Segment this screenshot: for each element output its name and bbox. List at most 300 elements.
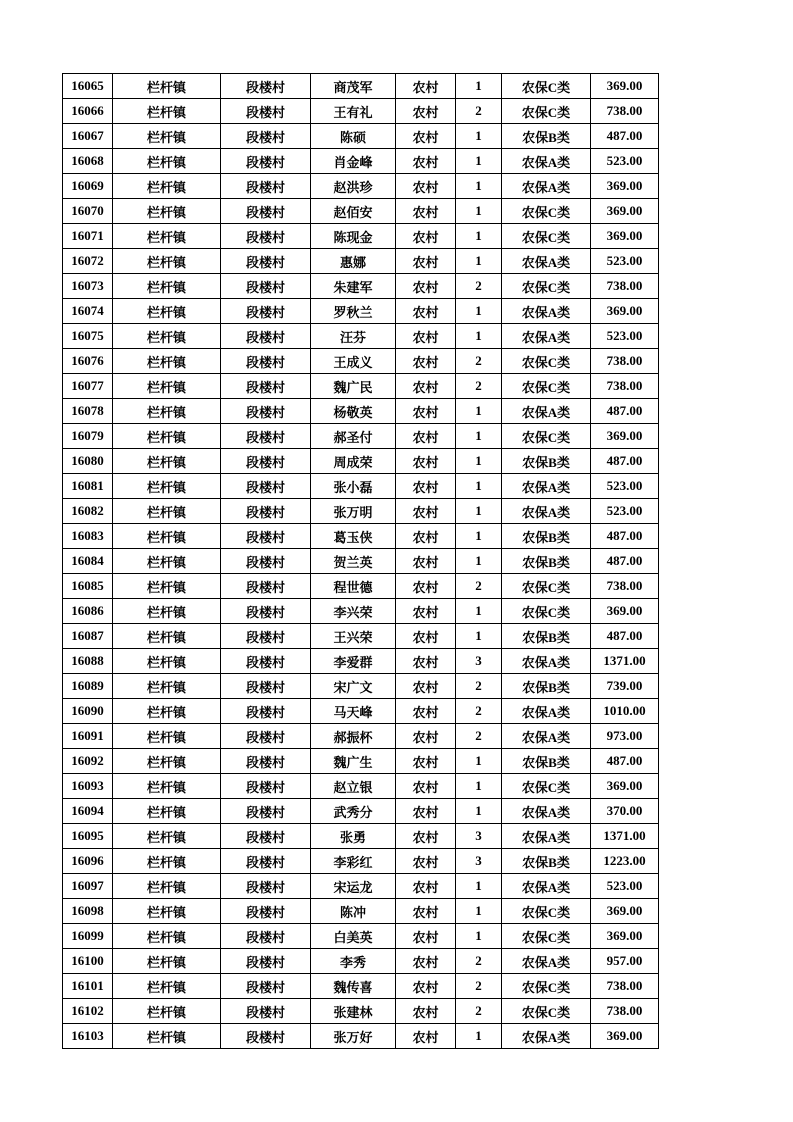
cell-town: 栏杆镇 <box>113 299 221 324</box>
cell-name: 赵立银 <box>311 774 396 799</box>
table-row <box>63 174 659 199</box>
cell-category: 农保A类 <box>502 499 591 524</box>
cell-amount: 1010.00 <box>591 699 659 724</box>
cell-id: 16098 <box>63 899 113 924</box>
cell-type: 农村 <box>396 299 456 324</box>
cell-id: 16069 <box>63 174 113 199</box>
cell-name: 葛玉侠 <box>311 524 396 549</box>
cell-name: 李秀 <box>311 949 396 974</box>
cell-name: 程世德 <box>311 574 396 599</box>
cell-village: 段楼村 <box>221 124 311 149</box>
cell-amount: 738.00 <box>591 374 659 399</box>
table-row <box>63 674 659 699</box>
cell-category: 农保C类 <box>502 224 591 249</box>
table-row <box>63 899 659 924</box>
cell-count: 1 <box>456 224 502 249</box>
cell-id: 16088 <box>63 649 113 674</box>
cell-id: 16078 <box>63 399 113 424</box>
table-row <box>63 474 659 499</box>
table-row <box>63 824 659 849</box>
cell-village: 段楼村 <box>221 174 311 199</box>
cell-category: 农保C类 <box>502 374 591 399</box>
cell-amount: 369.00 <box>591 899 659 924</box>
cell-id: 16067 <box>63 124 113 149</box>
cell-amount: 487.00 <box>591 399 659 424</box>
table-row <box>63 624 659 649</box>
cell-type: 农村 <box>396 649 456 674</box>
cell-category: 农保A类 <box>502 724 591 749</box>
cell-count: 2 <box>456 674 502 699</box>
cell-town: 栏杆镇 <box>113 449 221 474</box>
cell-category: 农保A类 <box>502 949 591 974</box>
cell-amount: 739.00 <box>591 674 659 699</box>
table-row <box>63 299 659 324</box>
cell-name: 郝振杯 <box>311 724 396 749</box>
cell-name: 李彩红 <box>311 849 396 874</box>
cell-town: 栏杆镇 <box>113 274 221 299</box>
cell-count: 2 <box>456 999 502 1024</box>
table-row <box>63 874 659 899</box>
table-row <box>63 999 659 1024</box>
cell-category: 农保C类 <box>502 924 591 949</box>
cell-id: 16100 <box>63 949 113 974</box>
cell-amount: 1223.00 <box>591 849 659 874</box>
cell-id: 16082 <box>63 499 113 524</box>
table-row <box>63 324 659 349</box>
cell-name: 杨敬英 <box>311 399 396 424</box>
table-row <box>63 399 659 424</box>
cell-name: 张万好 <box>311 1024 396 1049</box>
cell-village: 段楼村 <box>221 524 311 549</box>
cell-type: 农村 <box>396 474 456 499</box>
table-row <box>63 1024 659 1049</box>
cell-category: 农保B类 <box>502 849 591 874</box>
cell-village: 段楼村 <box>221 849 311 874</box>
cell-category: 农保C类 <box>502 274 591 299</box>
cell-town: 栏杆镇 <box>113 199 221 224</box>
cell-type: 农村 <box>396 274 456 299</box>
table-row <box>63 949 659 974</box>
table-row <box>63 424 659 449</box>
cell-id: 16095 <box>63 824 113 849</box>
cell-town: 栏杆镇 <box>113 549 221 574</box>
cell-type: 农村 <box>396 849 456 874</box>
cell-category: 农保B类 <box>502 524 591 549</box>
table-row <box>63 349 659 374</box>
cell-amount: 369.00 <box>591 299 659 324</box>
cell-count: 1 <box>456 149 502 174</box>
cell-village: 段楼村 <box>221 949 311 974</box>
cell-type: 农村 <box>396 574 456 599</box>
cell-category: 农保C类 <box>502 74 591 99</box>
cell-category: 农保B类 <box>502 624 591 649</box>
table-row <box>63 524 659 549</box>
cell-amount: 487.00 <box>591 124 659 149</box>
table-row <box>63 374 659 399</box>
cell-amount: 738.00 <box>591 99 659 124</box>
cell-id: 16103 <box>63 1024 113 1049</box>
table-row <box>63 224 659 249</box>
cell-type: 农村 <box>396 624 456 649</box>
cell-amount: 487.00 <box>591 549 659 574</box>
cell-name: 李爱群 <box>311 649 396 674</box>
cell-town: 栏杆镇 <box>113 849 221 874</box>
cell-count: 2 <box>456 699 502 724</box>
cell-town: 栏杆镇 <box>113 224 221 249</box>
cell-category: 农保B类 <box>502 749 591 774</box>
cell-type: 农村 <box>396 724 456 749</box>
cell-name: 肖金峰 <box>311 149 396 174</box>
table-row <box>63 924 659 949</box>
cell-name: 张建林 <box>311 999 396 1024</box>
table-row <box>63 124 659 149</box>
cell-village: 段楼村 <box>221 799 311 824</box>
cell-town: 栏杆镇 <box>113 1024 221 1049</box>
cell-village: 段楼村 <box>221 574 311 599</box>
cell-count: 1 <box>456 499 502 524</box>
cell-category: 农保B类 <box>502 124 591 149</box>
cell-village: 段楼村 <box>221 749 311 774</box>
cell-type: 农村 <box>396 674 456 699</box>
cell-name: 宋运龙 <box>311 874 396 899</box>
cell-category: 农保A类 <box>502 149 591 174</box>
cell-town: 栏杆镇 <box>113 974 221 999</box>
cell-name: 魏广生 <box>311 749 396 774</box>
cell-type: 农村 <box>396 249 456 274</box>
cell-count: 1 <box>456 899 502 924</box>
cell-town: 栏杆镇 <box>113 924 221 949</box>
cell-count: 1 <box>456 549 502 574</box>
cell-name: 罗秋兰 <box>311 299 396 324</box>
cell-id: 16097 <box>63 874 113 899</box>
cell-count: 1 <box>456 199 502 224</box>
cell-amount: 523.00 <box>591 474 659 499</box>
cell-village: 段楼村 <box>221 724 311 749</box>
cell-name: 陈硕 <box>311 124 396 149</box>
cell-amount: 369.00 <box>591 599 659 624</box>
cell-amount: 523.00 <box>591 324 659 349</box>
cell-name: 赵佰安 <box>311 199 396 224</box>
cell-id: 16096 <box>63 849 113 874</box>
cell-name: 陈冲 <box>311 899 396 924</box>
cell-type: 农村 <box>396 374 456 399</box>
cell-town: 栏杆镇 <box>113 699 221 724</box>
cell-village: 段楼村 <box>221 499 311 524</box>
cell-amount: 957.00 <box>591 949 659 974</box>
cell-id: 16087 <box>63 624 113 649</box>
cell-type: 农村 <box>396 874 456 899</box>
cell-name: 张万明 <box>311 499 396 524</box>
cell-category: 农保C类 <box>502 774 591 799</box>
cell-id: 16091 <box>63 724 113 749</box>
cell-amount: 370.00 <box>591 799 659 824</box>
cell-amount: 523.00 <box>591 499 659 524</box>
cell-amount: 369.00 <box>591 774 659 799</box>
cell-type: 农村 <box>396 774 456 799</box>
cell-village: 段楼村 <box>221 349 311 374</box>
cell-village: 段楼村 <box>221 249 311 274</box>
cell-type: 农村 <box>396 449 456 474</box>
cell-id: 16077 <box>63 374 113 399</box>
cell-town: 栏杆镇 <box>113 74 221 99</box>
cell-village: 段楼村 <box>221 874 311 899</box>
cell-name: 商茂军 <box>311 74 396 99</box>
cell-town: 栏杆镇 <box>113 399 221 424</box>
cell-village: 段楼村 <box>221 649 311 674</box>
cell-category: 农保C类 <box>502 349 591 374</box>
cell-village: 段楼村 <box>221 274 311 299</box>
cell-amount: 523.00 <box>591 249 659 274</box>
cell-town: 栏杆镇 <box>113 674 221 699</box>
table-row <box>63 774 659 799</box>
cell-category: 农保C类 <box>502 199 591 224</box>
cell-count: 3 <box>456 824 502 849</box>
cell-town: 栏杆镇 <box>113 499 221 524</box>
cell-town: 栏杆镇 <box>113 374 221 399</box>
cell-category: 农保C类 <box>502 599 591 624</box>
table-row <box>63 849 659 874</box>
cell-name: 王有礼 <box>311 99 396 124</box>
cell-category: 农保A类 <box>502 324 591 349</box>
cell-count: 2 <box>456 949 502 974</box>
cell-name: 张勇 <box>311 824 396 849</box>
cell-town: 栏杆镇 <box>113 824 221 849</box>
table-row <box>63 249 659 274</box>
cell-town: 栏杆镇 <box>113 799 221 824</box>
cell-village: 段楼村 <box>221 374 311 399</box>
cell-name: 赵洪珍 <box>311 174 396 199</box>
cell-village: 段楼村 <box>221 474 311 499</box>
cell-town: 栏杆镇 <box>113 774 221 799</box>
cell-count: 1 <box>456 599 502 624</box>
cell-amount: 973.00 <box>591 724 659 749</box>
cell-type: 农村 <box>396 349 456 374</box>
cell-amount: 738.00 <box>591 999 659 1024</box>
cell-count: 1 <box>456 799 502 824</box>
cell-village: 段楼村 <box>221 674 311 699</box>
cell-town: 栏杆镇 <box>113 724 221 749</box>
cell-amount: 487.00 <box>591 624 659 649</box>
cell-name: 魏传喜 <box>311 974 396 999</box>
table-row <box>63 449 659 474</box>
cell-amount: 523.00 <box>591 874 659 899</box>
table-row <box>63 549 659 574</box>
cell-amount: 369.00 <box>591 424 659 449</box>
cell-count: 2 <box>456 374 502 399</box>
cell-id: 16075 <box>63 324 113 349</box>
cell-id: 16076 <box>63 349 113 374</box>
cell-count: 2 <box>456 274 502 299</box>
cell-count: 2 <box>456 974 502 999</box>
cell-type: 农村 <box>396 699 456 724</box>
cell-type: 农村 <box>396 824 456 849</box>
cell-category: 农保A类 <box>502 699 591 724</box>
cell-category: 农保C类 <box>502 999 591 1024</box>
cell-count: 1 <box>456 424 502 449</box>
cell-type: 农村 <box>396 949 456 974</box>
cell-name: 朱建军 <box>311 274 396 299</box>
cell-id: 16074 <box>63 299 113 324</box>
cell-count: 1 <box>456 174 502 199</box>
cell-id: 16085 <box>63 574 113 599</box>
cell-id: 16090 <box>63 699 113 724</box>
cell-category: 农保A类 <box>502 1024 591 1049</box>
cell-town: 栏杆镇 <box>113 999 221 1024</box>
cell-type: 农村 <box>396 524 456 549</box>
cell-town: 栏杆镇 <box>113 424 221 449</box>
cell-category: 农保C类 <box>502 99 591 124</box>
cell-id: 16068 <box>63 149 113 174</box>
cell-village: 段楼村 <box>221 549 311 574</box>
cell-count: 1 <box>456 299 502 324</box>
cell-id: 16071 <box>63 224 113 249</box>
cell-id: 16086 <box>63 599 113 624</box>
table-row <box>63 799 659 824</box>
cell-town: 栏杆镇 <box>113 99 221 124</box>
cell-id: 16084 <box>63 549 113 574</box>
cell-name: 周成荣 <box>311 449 396 474</box>
cell-amount: 738.00 <box>591 349 659 374</box>
cell-id: 16101 <box>63 974 113 999</box>
cell-village: 段楼村 <box>221 224 311 249</box>
cell-village: 段楼村 <box>221 299 311 324</box>
cell-town: 栏杆镇 <box>113 749 221 774</box>
cell-village: 段楼村 <box>221 74 311 99</box>
cell-village: 段楼村 <box>221 974 311 999</box>
cell-category: 农保B类 <box>502 449 591 474</box>
cell-village: 段楼村 <box>221 199 311 224</box>
cell-count: 2 <box>456 99 502 124</box>
cell-id: 16066 <box>63 99 113 124</box>
cell-amount: 1371.00 <box>591 824 659 849</box>
cell-town: 栏杆镇 <box>113 124 221 149</box>
table-row <box>63 499 659 524</box>
cell-category: 农保A类 <box>502 799 591 824</box>
table-body <box>63 74 659 1049</box>
cell-village: 段楼村 <box>221 449 311 474</box>
cell-category: 农保C类 <box>502 424 591 449</box>
cell-count: 1 <box>456 124 502 149</box>
cell-id: 16072 <box>63 249 113 274</box>
cell-category: 农保A类 <box>502 399 591 424</box>
cell-type: 农村 <box>396 74 456 99</box>
cell-village: 段楼村 <box>221 324 311 349</box>
cell-name: 马天峰 <box>311 699 396 724</box>
cell-count: 1 <box>456 249 502 274</box>
cell-type: 农村 <box>396 1024 456 1049</box>
table-row <box>63 74 659 99</box>
cell-category: 农保A类 <box>502 874 591 899</box>
cell-amount: 523.00 <box>591 149 659 174</box>
cell-id: 16093 <box>63 774 113 799</box>
cell-count: 1 <box>456 474 502 499</box>
cell-id: 16065 <box>63 74 113 99</box>
cell-town: 栏杆镇 <box>113 874 221 899</box>
cell-type: 农村 <box>396 974 456 999</box>
cell-type: 农村 <box>396 199 456 224</box>
cell-amount: 487.00 <box>591 449 659 474</box>
cell-amount: 1371.00 <box>591 649 659 674</box>
cell-type: 农村 <box>396 399 456 424</box>
cell-id: 16083 <box>63 524 113 549</box>
cell-count: 2 <box>456 349 502 374</box>
cell-amount: 369.00 <box>591 199 659 224</box>
cell-id: 16080 <box>63 449 113 474</box>
cell-town: 栏杆镇 <box>113 599 221 624</box>
cell-town: 栏杆镇 <box>113 474 221 499</box>
cell-name: 陈现金 <box>311 224 396 249</box>
cell-town: 栏杆镇 <box>113 899 221 924</box>
cell-village: 段楼村 <box>221 924 311 949</box>
cell-amount: 369.00 <box>591 924 659 949</box>
cell-name: 张小磊 <box>311 474 396 499</box>
cell-village: 段楼村 <box>221 424 311 449</box>
cell-type: 农村 <box>396 424 456 449</box>
cell-count: 1 <box>456 749 502 774</box>
cell-town: 栏杆镇 <box>113 324 221 349</box>
cell-id: 16099 <box>63 924 113 949</box>
cell-name: 王兴荣 <box>311 624 396 649</box>
cell-type: 农村 <box>396 324 456 349</box>
table-row <box>63 649 659 674</box>
cell-count: 1 <box>456 874 502 899</box>
cell-category: 农保C类 <box>502 574 591 599</box>
cell-name: 李兴荣 <box>311 599 396 624</box>
cell-town: 栏杆镇 <box>113 949 221 974</box>
cell-name: 白美英 <box>311 924 396 949</box>
cell-town: 栏杆镇 <box>113 149 221 174</box>
table-row <box>63 199 659 224</box>
cell-name: 宋广文 <box>311 674 396 699</box>
cell-name: 郝圣付 <box>311 424 396 449</box>
table-row <box>63 149 659 174</box>
cell-type: 农村 <box>396 124 456 149</box>
cell-town: 栏杆镇 <box>113 649 221 674</box>
cell-village: 段楼村 <box>221 774 311 799</box>
cell-town: 栏杆镇 <box>113 249 221 274</box>
cell-type: 农村 <box>396 174 456 199</box>
cell-name: 武秀分 <box>311 799 396 824</box>
cell-type: 农村 <box>396 149 456 174</box>
cell-type: 农村 <box>396 549 456 574</box>
table-row <box>63 274 659 299</box>
cell-category: 农保A类 <box>502 649 591 674</box>
cell-amount: 738.00 <box>591 574 659 599</box>
cell-category: 农保C类 <box>502 974 591 999</box>
cell-count: 3 <box>456 849 502 874</box>
cell-type: 农村 <box>396 224 456 249</box>
cell-category: 农保C类 <box>502 899 591 924</box>
cell-name: 汪芬 <box>311 324 396 349</box>
cell-id: 16092 <box>63 749 113 774</box>
cell-village: 段楼村 <box>221 824 311 849</box>
cell-type: 农村 <box>396 899 456 924</box>
cell-count: 1 <box>456 524 502 549</box>
cell-amount: 487.00 <box>591 524 659 549</box>
table-row <box>63 599 659 624</box>
table-row <box>63 699 659 724</box>
table-row <box>63 574 659 599</box>
table-row <box>63 974 659 999</box>
cell-category: 农保A类 <box>502 299 591 324</box>
cell-village: 段楼村 <box>221 699 311 724</box>
cell-type: 农村 <box>396 799 456 824</box>
cell-id: 16081 <box>63 474 113 499</box>
cell-type: 农村 <box>396 499 456 524</box>
cell-type: 农村 <box>396 749 456 774</box>
cell-name: 惠娜 <box>311 249 396 274</box>
cell-id: 16102 <box>63 999 113 1024</box>
